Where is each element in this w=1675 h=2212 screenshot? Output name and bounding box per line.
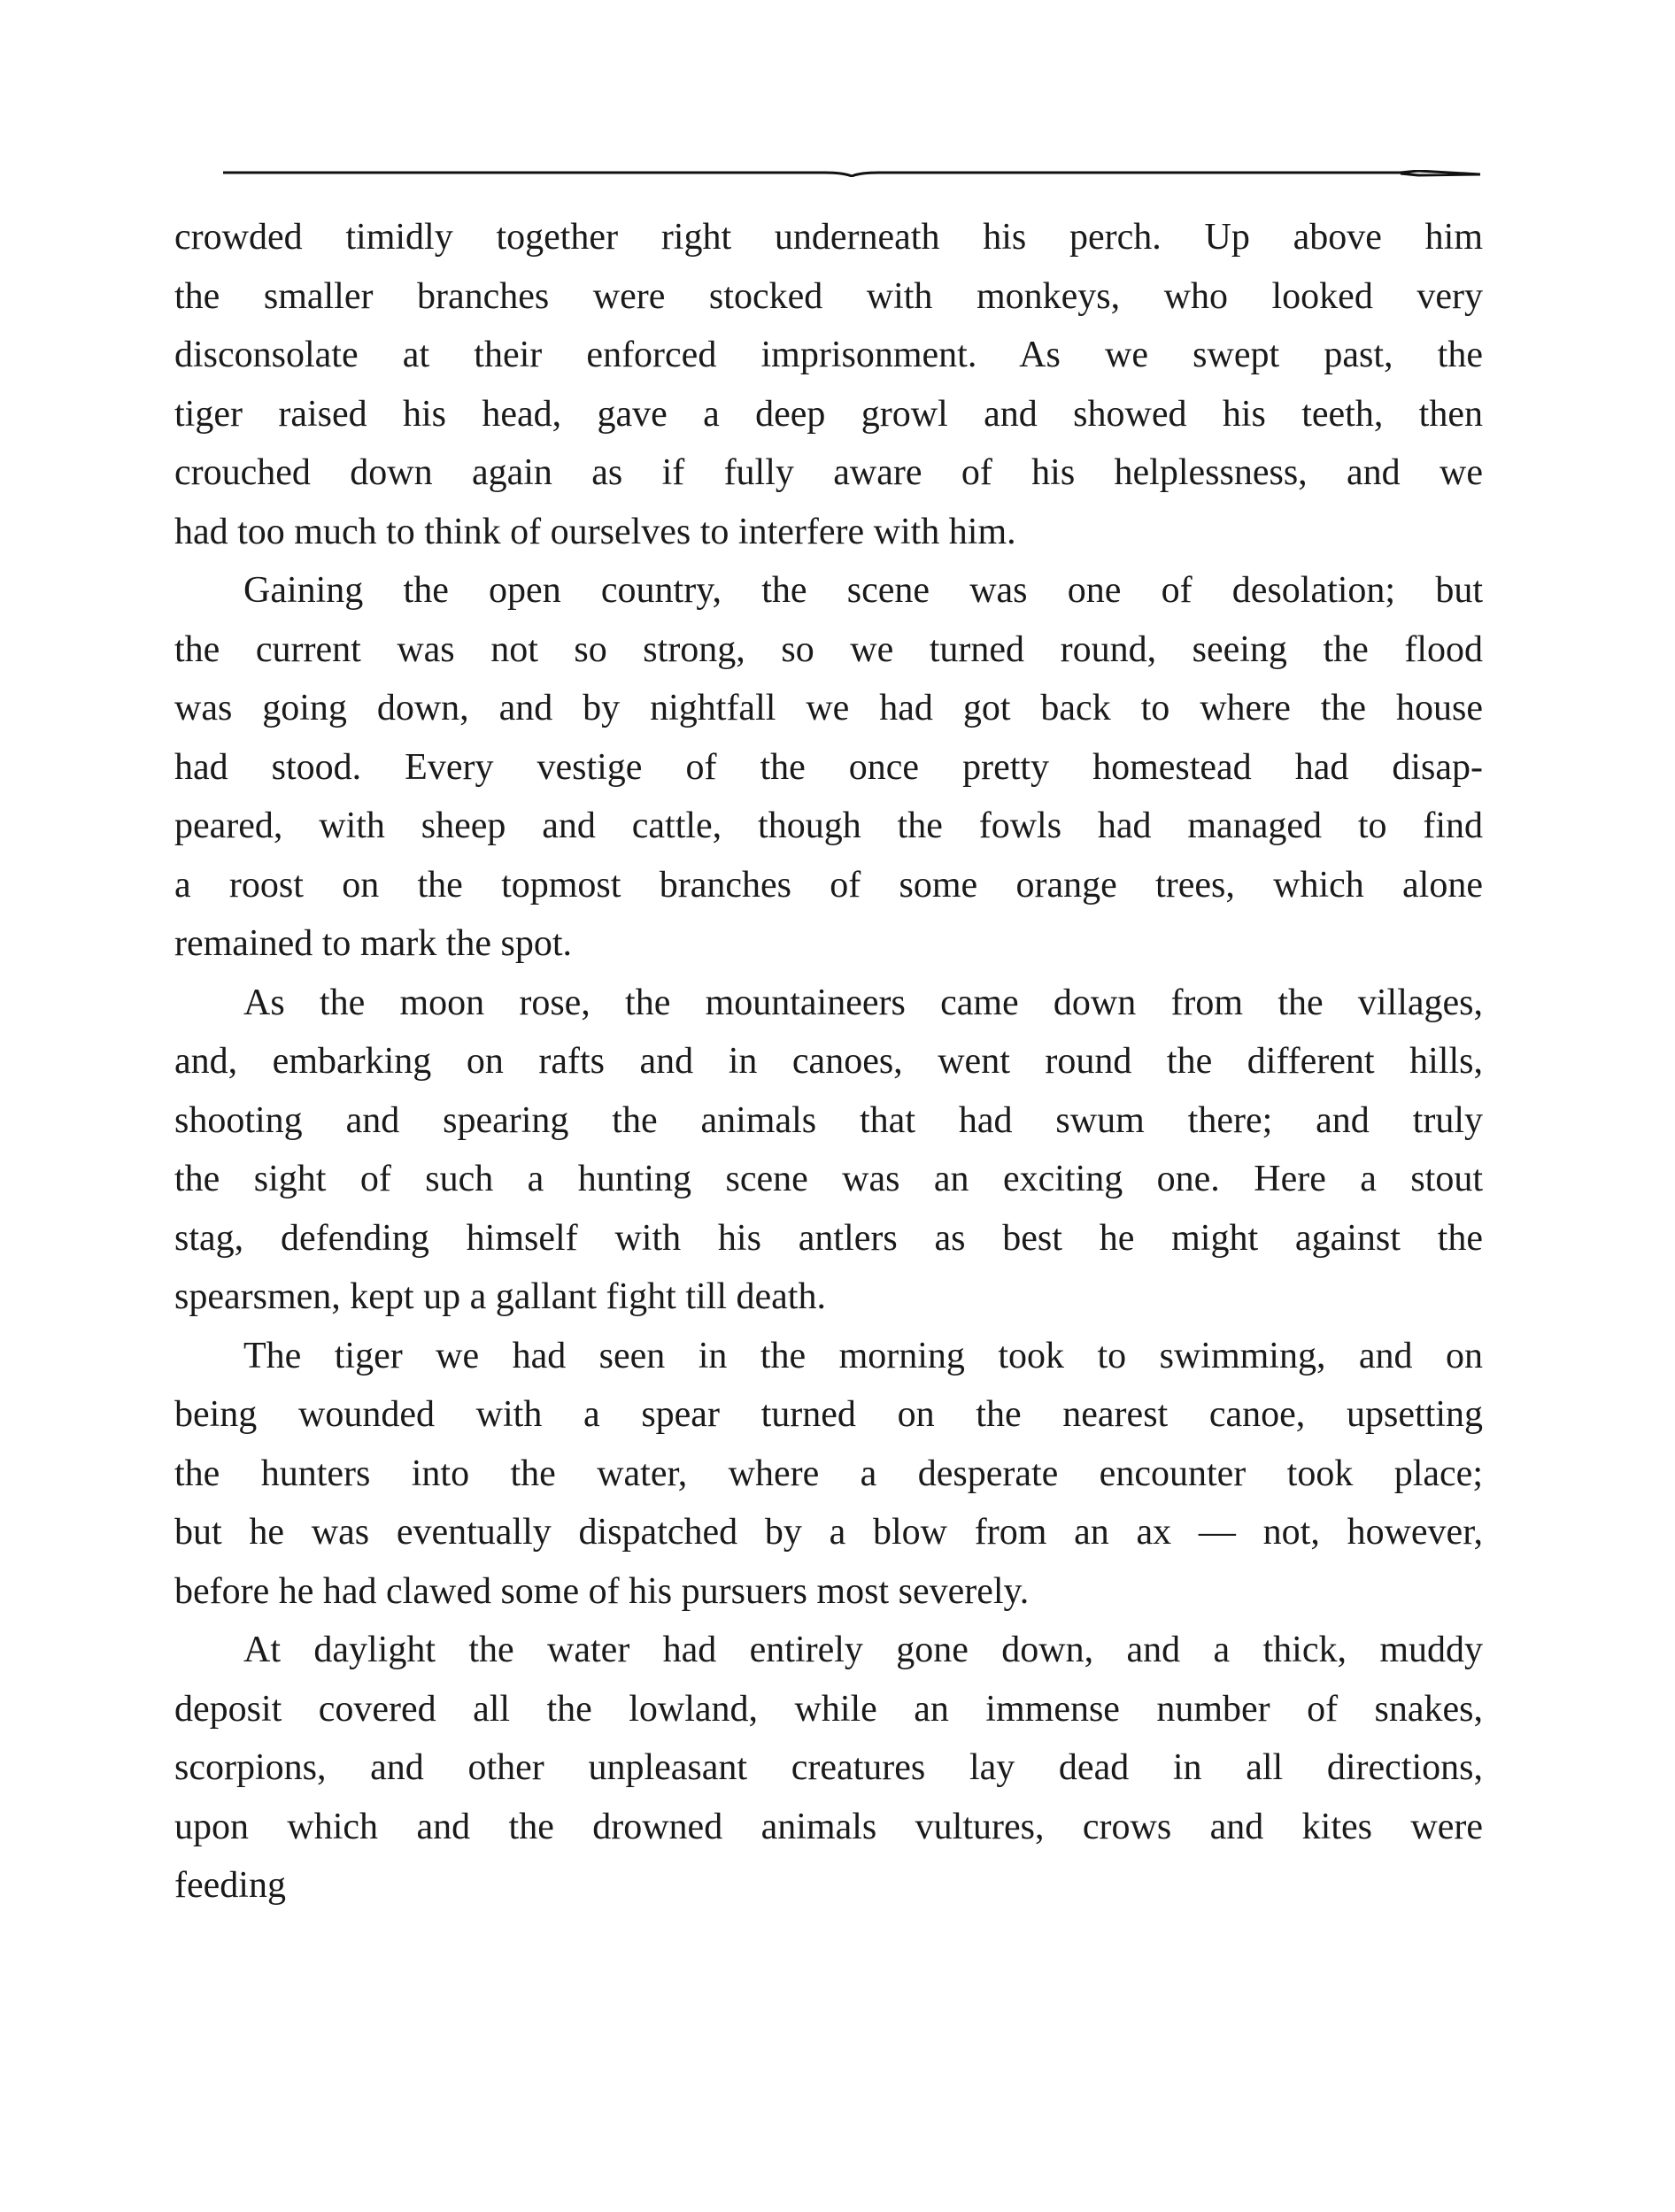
text-line: crouched down again as if fully aware of his helplessness, and we: [174, 452, 1483, 493]
text-line: Gaining the open country, the scene was one of desolation; but: [243, 570, 1483, 611]
paragraph: [174, 561, 1483, 974]
text-line: The tiger we had seen in the morning took to swimming, and on: [243, 1335, 1483, 1376]
text-line: the smaller branches were stocked with monkeys, who looked very: [174, 275, 1483, 317]
text-line: had stood. Every vestige of the once pretty homestead had disap-: [174, 746, 1483, 788]
text-line: upon which and the drowned animals vultures, crows and kites were: [174, 1806, 1483, 1847]
text-line: At daylight the water had entirely gone down, and a thick, muddy: [243, 1630, 1483, 1670]
text-line: remained to mark the spot.: [174, 923, 573, 964]
text-line: being wounded with a spear turned on the nearest canoe, upsetting: [174, 1394, 1483, 1435]
text-line: tiger raised his head, gave a deep growl and showed his teeth, then: [174, 393, 1483, 435]
text-line: stag, defending himself with his antlers as best he might against the: [174, 1217, 1483, 1259]
decorative-header-rule: [223, 170, 1480, 177]
text-line: deposit covered all the lowland, while an immense number of snakes,: [174, 1688, 1483, 1730]
text-line: spearsmen, kept up a gallant fight till death.: [174, 1276, 826, 1317]
text-line: scorpions, and other unpleasant creatures lay dead in all directions,: [174, 1747, 1483, 1788]
text-line: As the moon rose, the mountaineers came down from the villages,: [243, 982, 1483, 1023]
page-body-text: [174, 208, 1483, 1915]
text-line: disconsolate at their enforced imprisonment. As we swept past, the: [174, 335, 1483, 375]
text-line: peared, with sheep and cattle, though the fowls had managed to find: [174, 805, 1483, 846]
paragraph: [174, 1621, 1483, 1915]
text-line: a roost on the topmost branches of some orange trees, which alone: [174, 864, 1483, 906]
text-line: was going down, and by nightfall we had got back to where the house: [174, 688, 1483, 728]
text-line: the current was not so strong, so we turned round, seeing the flood: [174, 628, 1483, 670]
paragraph: [174, 208, 1483, 561]
text-line: and, embarking on rafts and in canoes, went round the different hills,: [174, 1041, 1483, 1082]
text-line: crowded timidly together right underneath his perch. Up above him: [174, 217, 1483, 258]
text-line: before he had clawed some of his pursuers most severely.: [174, 1570, 1030, 1612]
text-line: the sight of such a hunting scene was an exciting one. Here a stout: [174, 1159, 1483, 1199]
text-line: had too much to think of ourselves to interfere with him.: [174, 511, 1016, 552]
paragraph: [174, 1327, 1483, 1622]
text-line: shooting and spearing the animals that had swum there; and truly: [174, 1099, 1483, 1141]
text-line: feeding: [174, 1865, 286, 1906]
text-line: but he was eventually dispatched by a blow from an ax — not, however,: [174, 1512, 1483, 1553]
paragraph: [174, 974, 1483, 1327]
text-line: the hunters into the water, where a desperate encounter took place;: [174, 1453, 1483, 1494]
